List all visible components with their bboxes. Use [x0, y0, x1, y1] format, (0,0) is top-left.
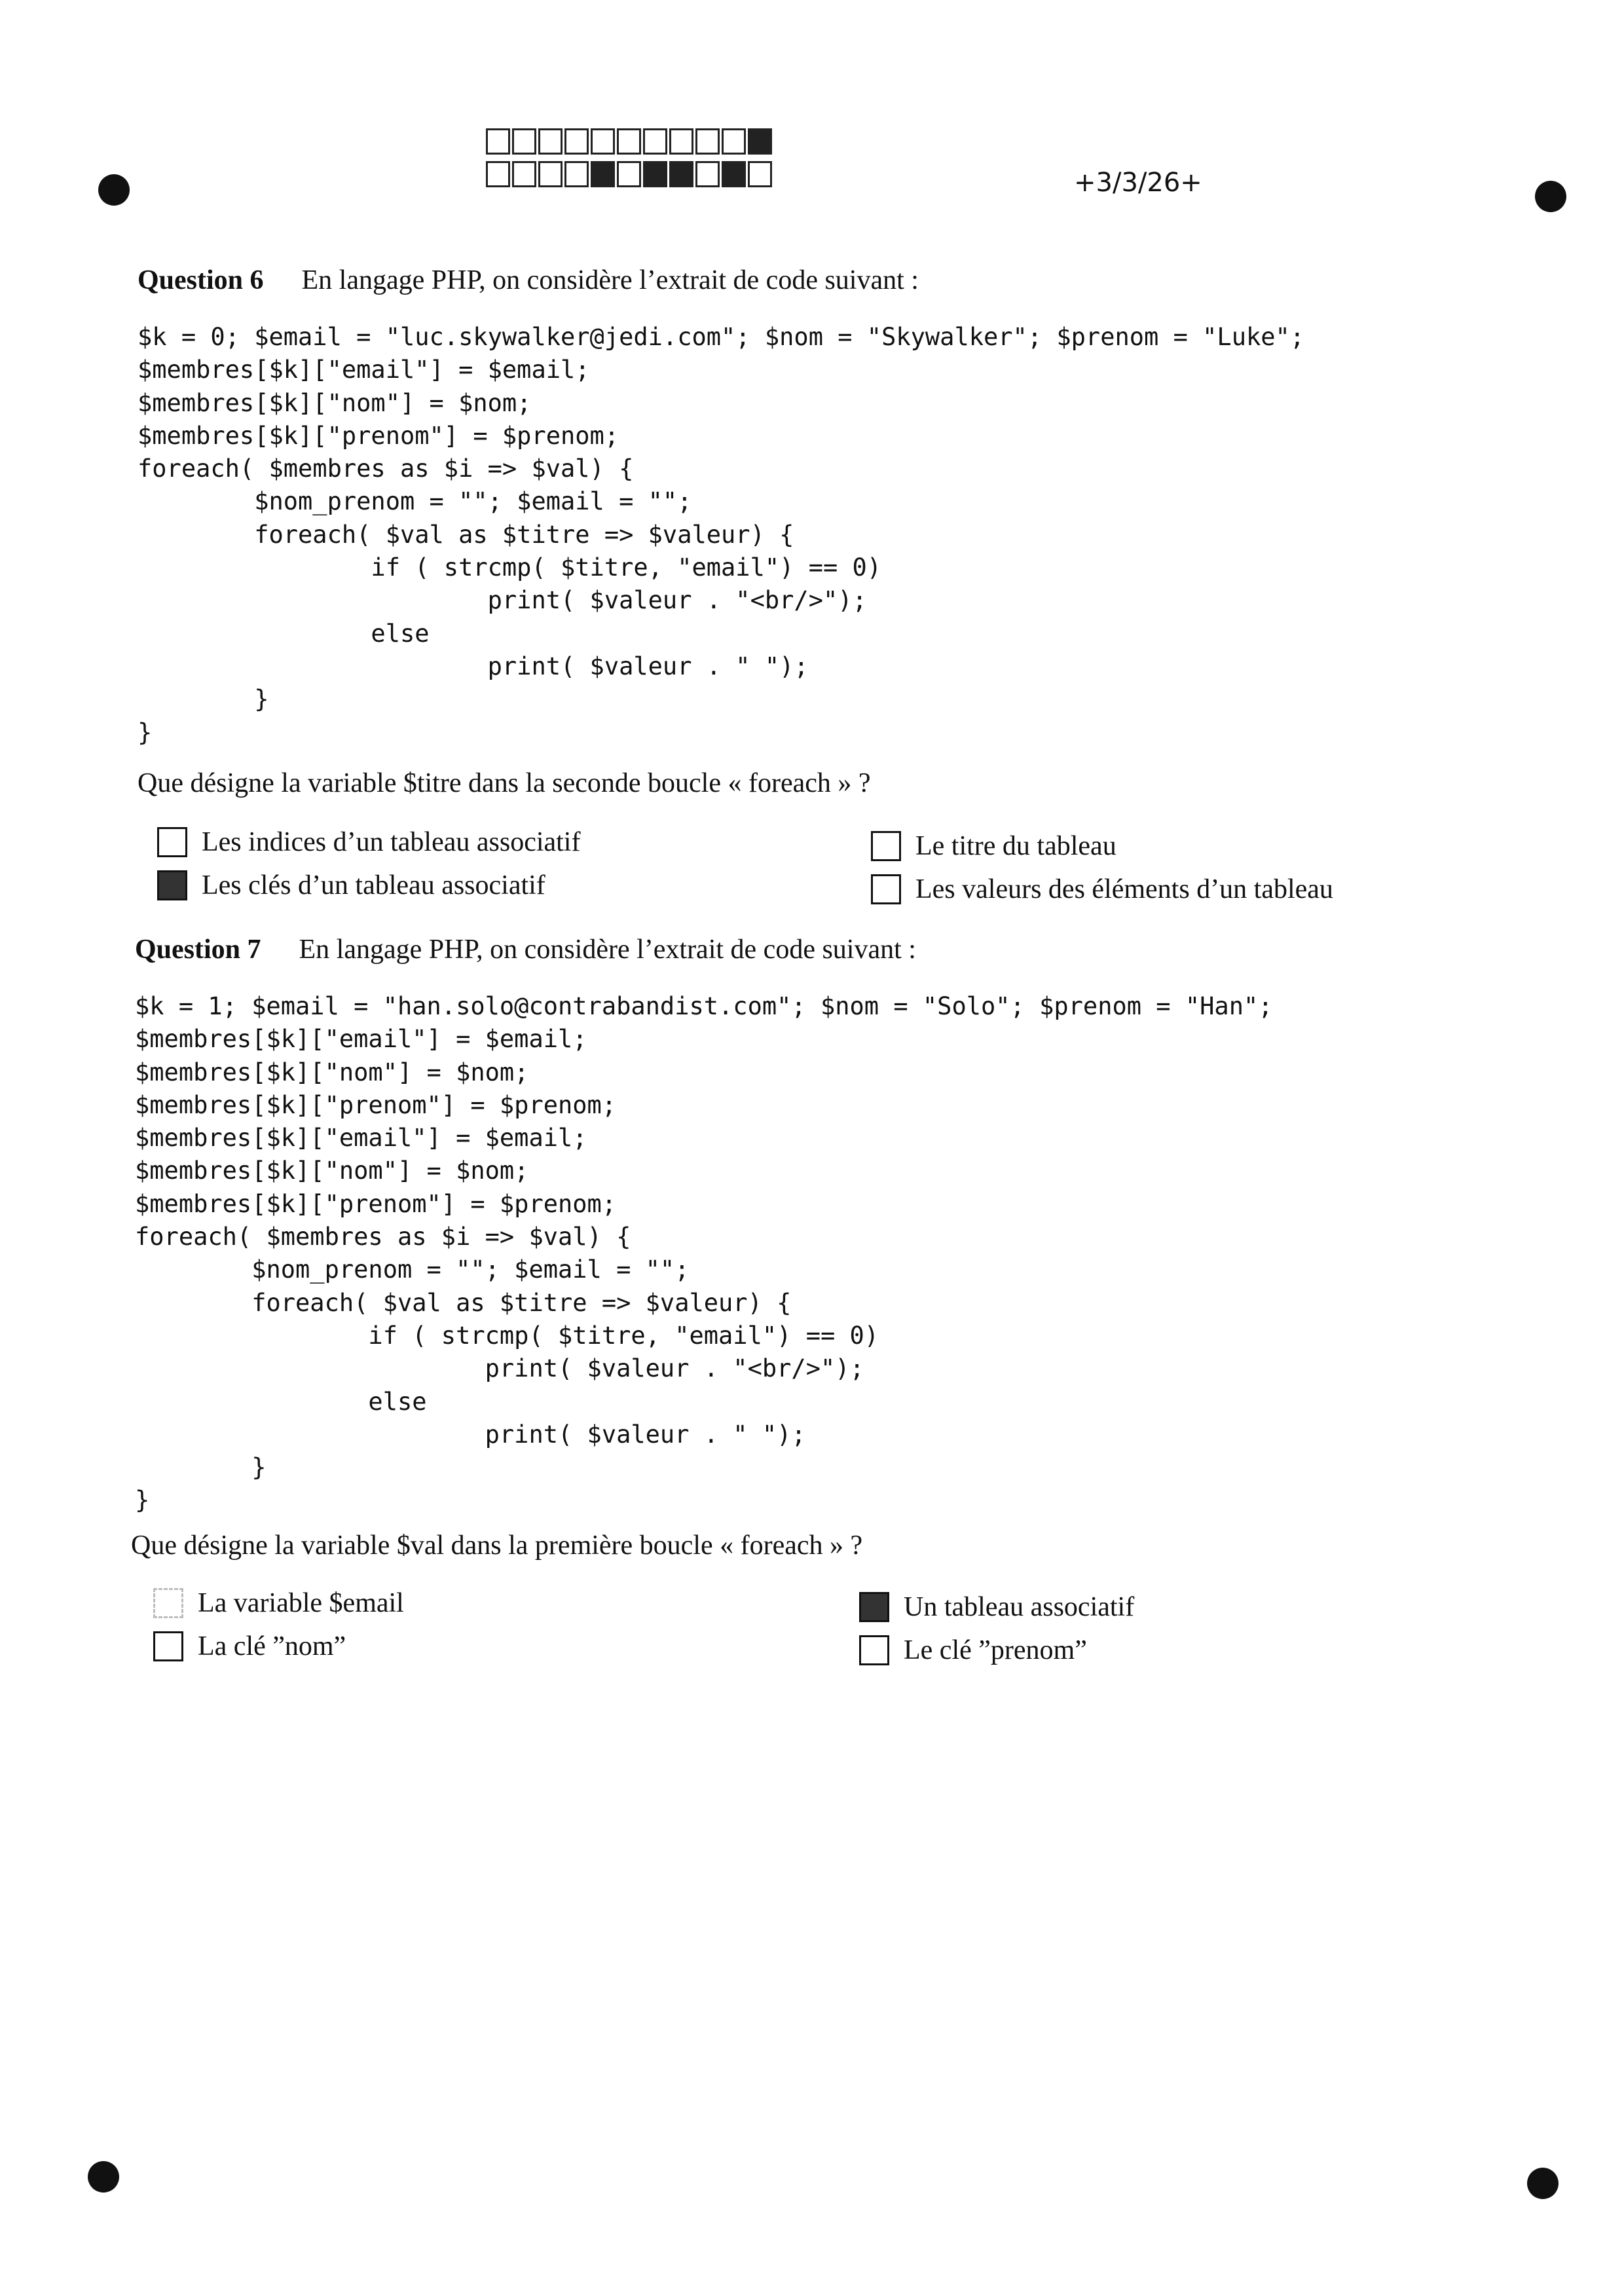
option-label: Le titre du tableau — [915, 831, 1116, 861]
code-line: $nom_prenom = ""; $email = ""; — [135, 1255, 690, 1284]
barcode-cell-empty — [722, 128, 746, 155]
question-title: En langage PHP, on considère l’extrait de code suivant : — [301, 265, 919, 295]
barcode-top — [486, 128, 774, 155]
code-line: $membres[$k]["email"] = $email; — [138, 356, 590, 384]
barcode-cell-empty — [617, 161, 641, 187]
barcode-cell-empty — [669, 128, 693, 155]
code-line: foreach( $membres as $i => $val) { — [135, 1223, 631, 1251]
option-label: La variable $email — [198, 1588, 404, 1618]
code-line: $membres[$k]["nom"] = $nom; — [135, 1058, 529, 1086]
barcode-cell-empty — [486, 128, 510, 155]
question-number: Question 7 — [135, 935, 261, 965]
option-label: Les indices d’un tableau associatif — [202, 827, 581, 857]
barcode-cell-empty — [643, 128, 667, 155]
checkbox-checked[interactable] — [859, 1592, 889, 1622]
code-line: foreach( $val as $titre => $valeur) { — [135, 1288, 792, 1317]
registration-mark-bottom-right — [1527, 2168, 1559, 2199]
barcode-cell-empty — [538, 161, 563, 187]
registration-mark-top-left — [98, 174, 130, 206]
q6-option-2[interactable] — [157, 870, 545, 901]
checkbox[interactable] — [153, 1588, 183, 1618]
code-block-q7 — [135, 990, 1273, 1517]
code-line: if ( strcmp( $titre, "email") == 0) — [138, 553, 882, 582]
code-line: $membres[$k]["email"] = $email; — [135, 1025, 587, 1054]
barcode-cell-empty — [695, 128, 720, 155]
barcode-cell-empty — [564, 161, 589, 187]
code-line: print( $valeur . "<br/>"); — [135, 1354, 864, 1383]
checkbox[interactable] — [871, 874, 901, 904]
question-7-prompt: Que désigne la variable $val dans la première boucle « foreach » ? — [131, 1530, 863, 1561]
code-line: } — [138, 685, 269, 714]
code-line: $membres[$k]["prenom"] = $prenom; — [135, 1189, 617, 1218]
code-line: $k = 0; $email = "luc.skywalker@jedi.com"; $nom = "Skywalker"; $prenom = "Luke"; — [138, 323, 1305, 351]
question-title: En langage PHP, on considère l’extrait de code suivant : — [299, 935, 916, 965]
q7-option-1[interactable] — [153, 1587, 404, 1619]
barcode-cell-empty — [512, 161, 536, 187]
code-line: } — [138, 718, 153, 747]
barcode-cell-filled — [591, 161, 615, 187]
code-line: } — [135, 1486, 150, 1515]
code-line: $membres[$k]["nom"] = $nom; — [135, 1157, 529, 1185]
code-line: else — [138, 619, 430, 648]
code-line: $membres[$k]["prenom"] = $prenom; — [138, 421, 619, 450]
registration-mark-top-right — [1535, 181, 1566, 212]
code-line: if ( strcmp( $titre, "email") == 0) — [135, 1321, 879, 1350]
option-label: Les valeurs des éléments d’un tableau — [915, 874, 1333, 904]
option-label: Le clé ”prenom” — [904, 1635, 1087, 1665]
page-id: +3/3/26+ — [1074, 168, 1202, 198]
barcode-cell-filled — [643, 161, 667, 187]
barcode-cell-filled — [722, 161, 746, 187]
code-line: print( $valeur . "<br/>"); — [138, 586, 867, 615]
code-line: $membres[$k]["email"] = $email; — [135, 1124, 587, 1153]
code-line: $k = 1; $email = "han.solo@contrabandist.com"; $nom = "Solo"; $prenom = "Han"; — [135, 992, 1273, 1020]
question-6-header — [138, 265, 919, 296]
checkbox[interactable] — [157, 827, 187, 857]
option-label: La clé ”nom” — [198, 1631, 346, 1661]
q7-option-3[interactable] — [859, 1591, 1134, 1623]
code-line: else — [135, 1387, 427, 1416]
registration-mark-bottom-left — [88, 2161, 119, 2193]
q7-option-4[interactable] — [859, 1635, 1087, 1666]
checkbox[interactable] — [153, 1631, 183, 1661]
code-line: print( $valeur . " "); — [138, 652, 809, 680]
barcode-cell-filled — [669, 161, 693, 187]
barcode-cell-empty — [617, 128, 641, 155]
q7-option-2[interactable] — [153, 1631, 346, 1662]
barcode-cell-empty — [748, 161, 772, 187]
barcode-cell-empty — [591, 128, 615, 155]
barcode-cell-empty — [695, 161, 720, 187]
question-number: Question 6 — [138, 265, 264, 295]
checkbox[interactable] — [871, 831, 901, 861]
q6-option-1[interactable] — [157, 826, 580, 858]
q6-option-3[interactable] — [871, 830, 1116, 862]
barcode-bottom — [486, 161, 774, 187]
question-6-prompt: Que désigne la variable $titre dans la seconde boucle « foreach » ? — [138, 768, 871, 798]
barcode-cell-filled — [748, 128, 772, 155]
question-7-header — [135, 934, 916, 965]
checkbox-checked[interactable] — [157, 870, 187, 900]
q6-option-4[interactable] — [871, 874, 1333, 905]
code-line: $membres[$k]["nom"] = $nom; — [138, 388, 532, 417]
code-line: foreach( $val as $titre => $valeur) { — [138, 520, 794, 549]
code-line: foreach( $membres as $i => $val) { — [138, 454, 634, 483]
code-line: $membres[$k]["prenom"] = $prenom; — [135, 1090, 617, 1119]
barcode-cell-empty — [512, 128, 536, 155]
option-label: Les clés d’un tableau associatif — [202, 870, 545, 900]
barcode-cell-empty — [564, 128, 589, 155]
option-label: Un tableau associatif — [904, 1592, 1135, 1622]
code-line: } — [135, 1453, 267, 1482]
barcode-cell-empty — [538, 128, 563, 155]
checkbox[interactable] — [859, 1635, 889, 1665]
code-line: $nom_prenom = ""; $email = ""; — [138, 487, 692, 516]
code-block-q6 — [138, 321, 1304, 749]
code-line: print( $valeur . " "); — [135, 1420, 806, 1449]
barcode-cell-empty — [486, 161, 510, 187]
